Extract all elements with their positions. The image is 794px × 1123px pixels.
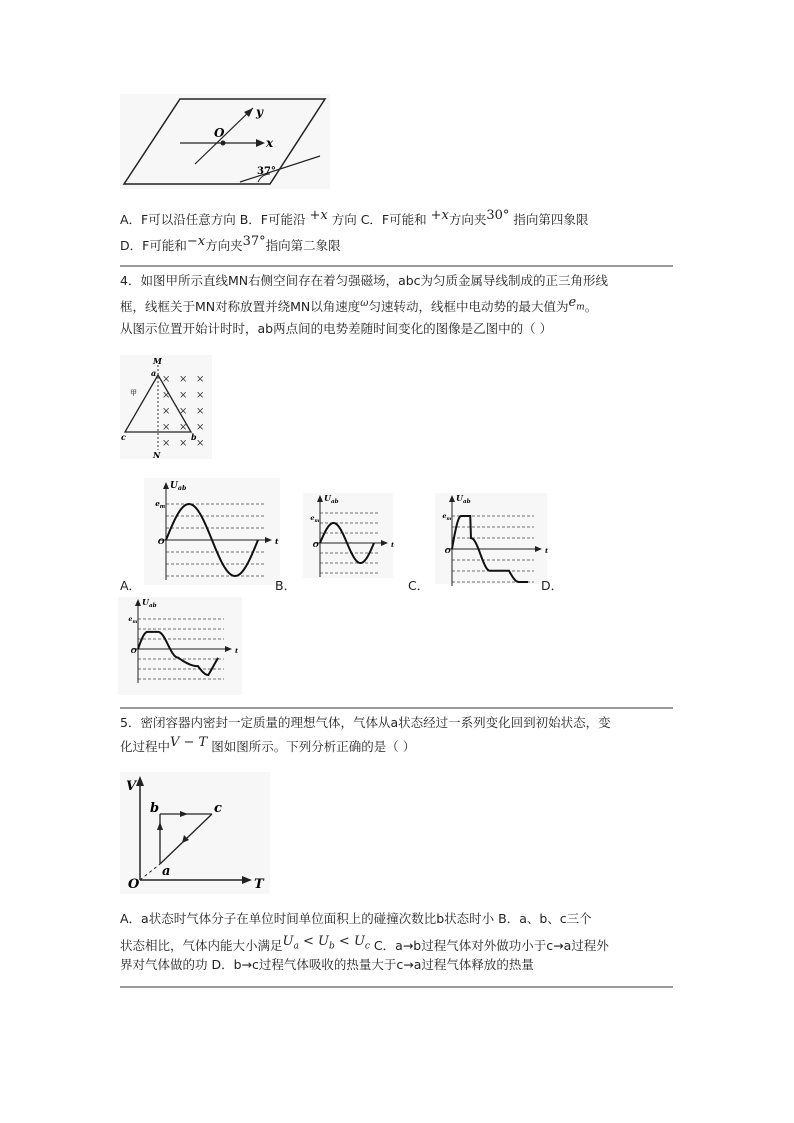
field-cross: × bbox=[162, 374, 171, 385]
label-M: M bbox=[153, 356, 162, 366]
option-c-suffix: 指向第四象限 bbox=[513, 212, 589, 227]
q4-triangle-figure bbox=[120, 355, 212, 459]
graph-background bbox=[118, 597, 242, 695]
option-d-mid: 方向夹 bbox=[205, 238, 243, 253]
field-cross: × bbox=[196, 374, 205, 385]
option-label-D[interactable]: D． bbox=[541, 578, 564, 593]
field-cross: × bbox=[162, 438, 171, 449]
option-c-prefix[interactable]: C．F可能和 bbox=[360, 212, 427, 227]
label-b: b bbox=[191, 432, 197, 442]
omega-symbol: ω bbox=[360, 298, 369, 309]
divider-3 bbox=[120, 986, 673, 988]
origin-label: O bbox=[214, 126, 225, 140]
label-jia: 甲 bbox=[130, 389, 137, 397]
minus-x-math: −x bbox=[186, 234, 206, 249]
q5-answer-line1: A．a状态时气体分子在单位时间单位面积上的碰撞次数比b状态时小 B．a、b、c三个 bbox=[120, 911, 592, 926]
label-V: V bbox=[126, 779, 137, 794]
field-cross: × bbox=[179, 390, 188, 401]
origin-dot bbox=[221, 141, 226, 146]
label-a: a bbox=[151, 368, 157, 378]
em-label: $e_m$ bbox=[128, 615, 138, 625]
origin-label: O bbox=[444, 547, 451, 555]
q5-stem-line1: 5．密闭容器内密封一定质量的理想气体，气体从a状态经过一系列变化回到初始状态，变 bbox=[120, 715, 611, 730]
q5-answer-line3: 界对气体做的功 D．b→c过程气体吸收的热量大于c→a过程气体释放的热量 bbox=[120, 957, 534, 972]
field-cross: × bbox=[162, 422, 171, 433]
q4-stem-line1: 4．如图甲所示直线MN右侧空间存在着匀强磁场，abc为匀质金属导线制成的正三角形线 bbox=[120, 273, 609, 288]
q3-options-line2 bbox=[120, 234, 341, 255]
t-label: t bbox=[235, 647, 239, 655]
vt-math: V − T bbox=[170, 735, 208, 750]
option-d-suffix: 指向第二象限 bbox=[265, 238, 341, 253]
field-cross: × bbox=[179, 438, 188, 449]
em-symbol: $e_m$ bbox=[568, 295, 585, 313]
graph-B bbox=[303, 493, 393, 578]
plus-x-math-2: +x bbox=[430, 208, 449, 223]
q3-options-line1 bbox=[120, 208, 589, 229]
option-c-mid: 方向夹 bbox=[448, 212, 487, 227]
option-label-C[interactable]: C． bbox=[408, 578, 430, 593]
graph-D bbox=[118, 597, 242, 695]
field-cross: × bbox=[196, 422, 205, 433]
em-label: $e_m$ bbox=[155, 499, 166, 510]
q5-stem-line2: 化过程中V − T 图如图所示。下列分析正确的是（ ） bbox=[120, 735, 416, 754]
graph-background bbox=[144, 478, 280, 585]
option-label-A[interactable]: A． bbox=[120, 578, 142, 593]
graph-background bbox=[303, 493, 393, 578]
label-b: b bbox=[150, 801, 160, 816]
field-cross: × bbox=[179, 422, 188, 433]
u-ab-label: $U_{ab}$ bbox=[456, 493, 471, 505]
field-cross: × bbox=[196, 390, 205, 401]
u-ab-label: $U_{ab}$ bbox=[324, 493, 339, 505]
angle-37: 37° bbox=[242, 234, 266, 249]
field-cross: × bbox=[162, 390, 171, 401]
graph-C bbox=[435, 493, 547, 584]
q5-answer-line2: 状态相比，气体内能大小满足$U_a < U_b < U_c$ C．a→b过程气体对外做功小于c→a过程外 bbox=[120, 934, 609, 953]
option-a[interactable]: A．F可以沿任意方向 bbox=[120, 212, 236, 227]
origin-label: O bbox=[312, 541, 319, 549]
q3-plane-figure bbox=[120, 94, 330, 189]
label-c: c bbox=[121, 432, 126, 442]
label-c: c bbox=[214, 801, 222, 816]
q4-stem-line3: 从图示位置开始计时时，ab两点间的电势差随时间变化的图像是乙图中的（ ） bbox=[120, 321, 553, 336]
u-ab-label: $U_{ab}$ bbox=[142, 597, 157, 609]
energy-inequality: $U_a < U_b < U_c$ bbox=[282, 934, 370, 952]
q4-stem-line2: 框，线框关于MN对称放置并绕MN以角速度$^\omega$匀速转动，线框中电动势的最大值为$e_m$。 bbox=[120, 295, 598, 314]
t-label: t bbox=[275, 537, 279, 546]
t-label: t bbox=[391, 541, 395, 549]
divider-1 bbox=[120, 265, 673, 267]
em-label: $e_m$ bbox=[310, 514, 320, 524]
y-label: y bbox=[256, 105, 263, 119]
origin-label: O bbox=[157, 537, 165, 546]
option-b-suffix: 方向 bbox=[331, 212, 357, 227]
option-d-prefix[interactable]: D．F可能和 bbox=[120, 238, 187, 253]
label-O: O bbox=[128, 877, 140, 892]
plus-x-math: +x bbox=[309, 208, 328, 223]
label-N: N bbox=[153, 450, 161, 460]
em-label: $e_m$ bbox=[442, 512, 452, 522]
field-cross: × bbox=[196, 438, 205, 449]
divider-2 bbox=[120, 707, 673, 709]
t-label: t bbox=[545, 547, 549, 555]
q5-vt-figure bbox=[120, 772, 270, 894]
label-a: a bbox=[162, 864, 171, 879]
field-cross: × bbox=[179, 406, 188, 417]
angle-30: 30° bbox=[486, 208, 510, 223]
field-cross: × bbox=[162, 406, 171, 417]
x-label: x bbox=[266, 136, 274, 150]
origin-label: O bbox=[130, 647, 137, 655]
graph-A bbox=[144, 478, 280, 585]
option-label-B[interactable]: B． bbox=[275, 578, 297, 593]
label-T: T bbox=[254, 877, 264, 892]
field-cross: × bbox=[196, 406, 205, 417]
angle-label: 37° bbox=[257, 166, 276, 177]
option-b-prefix[interactable]: B．F可能沿 bbox=[239, 212, 306, 227]
u-ab-label: $U_{ab}$ bbox=[170, 481, 187, 492]
field-cross: × bbox=[179, 374, 188, 385]
